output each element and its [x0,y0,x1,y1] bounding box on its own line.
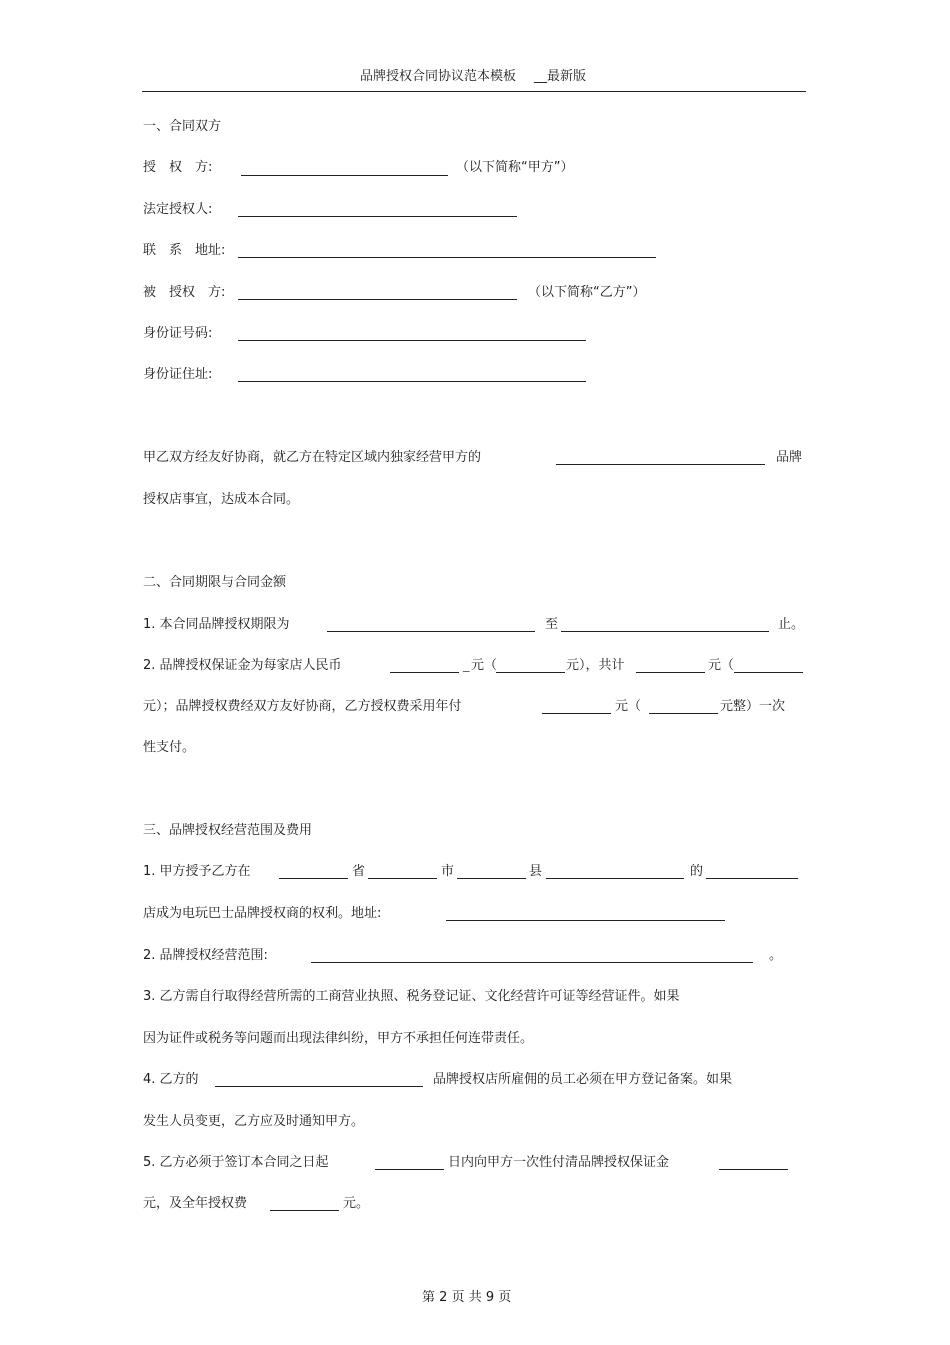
header-title: 品牌授权合同协议范本模板 [360,69,517,84]
page-mid: 页 共 [451,1290,482,1305]
deposit-dash: _ [463,658,470,673]
province-text: 省 [352,864,366,879]
page-header [360,69,586,85]
store-address-blank[interactable] [446,909,725,921]
staff-brand-blank[interactable] [215,1075,423,1087]
section3-heading: 三、品牌授权经营范围及费用 [143,823,313,838]
city-blank[interactable] [368,867,437,879]
intro-line1-end: 品牌 [776,450,803,465]
id-number-blank[interactable] [238,329,586,341]
scope-end: 。 [769,948,783,963]
payment-text: 性支付。 [143,740,196,755]
fee-end-text: 元整）一次 [720,699,786,714]
legal-rep-label: 法定授权人: [143,202,213,217]
total-words-blank[interactable] [734,661,803,673]
page-footer [422,1290,511,1306]
section1-heading: 一、合同双方 [143,119,222,134]
licensor-blank[interactable] [241,164,448,176]
days-blank[interactable] [375,1158,444,1170]
licensor-note: （以下简称“甲方”） [456,160,574,175]
city-text: 市 [441,864,455,879]
section2-heading: 二、合同期限与合同金额 [143,575,287,590]
license-text-1: 3. 乙方需自行取得经营所需的工商营业执照、税务登记证、文化经营许可证等经营证件。如果 [143,989,680,1004]
license-text-2: 因为证件或税务等问题而出现法律纠纷，甲方不承担任何连带责任。 [143,1031,534,1046]
county-blank[interactable] [457,867,526,879]
header-sep: __ [534,69,548,84]
deposit-total-text: 元），共计 [566,658,625,673]
fee-words-blank[interactable] [649,702,718,714]
deposit-yuan: 元（ [471,658,498,673]
licensee-note: （以下简称“乙方”） [528,285,646,300]
licensor-label: 授 权 方: [143,160,213,175]
annual-fee-blank[interactable] [270,1199,339,1211]
location-blank[interactable] [546,867,684,879]
page-suffix: 页 [498,1290,512,1305]
licensee-label: 被 授权 方: [143,285,226,300]
deposit-amount-blank[interactable] [390,661,459,673]
address-label: 联 系 地址: [143,243,226,258]
intro-line2: 授权店事宜，达成本合同。 [143,492,300,507]
brand-blank[interactable] [556,453,765,465]
county-text: 县 [529,864,543,879]
deposit-due-text: 日内向甲方一次性付清品牌授权保证金 [448,1155,670,1170]
fee-text: 元）；品牌授权费经双方友好协商，乙方授权费采用年付 [143,699,462,714]
term-to: 至 [545,617,559,632]
term-start-blank[interactable] [327,620,535,632]
address-blank[interactable] [238,246,656,258]
total-yuan: 元（ [708,658,735,673]
deposit-due-blank[interactable] [719,1158,788,1170]
province-blank[interactable] [279,867,348,879]
id-number-label: 身份证号码: [143,326,213,341]
term-text: 1. 本合同品牌授权期限为 [143,617,290,632]
payment-deadline-text: 5. 乙方必须于签订本合同之日起 [143,1155,329,1170]
licensee-blank[interactable] [238,288,517,300]
page-number: 2 [439,1290,448,1305]
fee-yuan: 元（ [615,699,642,714]
header-version: 最新版 [547,69,587,84]
total-amount-blank[interactable] [636,661,705,673]
intro-line1-text: 甲乙双方经友好协商，就乙方在特定区域内独家经营甲方的 [143,450,482,465]
deposit-words-blank[interactable] [496,661,565,673]
page-prefix: 第 [422,1290,436,1305]
header-rule [142,91,806,92]
term-end-blank[interactable] [561,620,769,632]
store-text: 店成为电玩巴士品牌授权商的权利。地址: [143,906,382,921]
staff-text-3: 发生人员变更，乙方应及时通知甲方。 [143,1114,365,1129]
region-text: 1. 甲方授予乙方在 [143,864,251,879]
deposit-text: 2. 品牌授权保证金为每家店人民币 [143,658,342,673]
scope-blank[interactable] [311,951,753,963]
scope-text: 2. 品牌授权经营范围: [143,948,268,963]
id-address-label: 身份证住址: [143,367,213,382]
store-name-blank[interactable] [706,867,798,879]
legal-rep-blank[interactable] [238,205,517,217]
annual-fee-text: 元，及全年授权费 [143,1196,248,1211]
licensor-row [143,160,212,176]
of-text: 的 [690,864,704,879]
staff-text: 4. 乙方的 [143,1072,199,1087]
annual-fee-end: 元。 [343,1196,370,1211]
fee-amount-blank[interactable] [542,702,611,714]
staff-text-2: 品牌授权店所雇佣的员工必须在甲方登记备案。如果 [433,1072,733,1087]
term-end-text: 止。 [778,617,805,632]
id-address-blank[interactable] [238,370,586,382]
page-total: 9 [485,1290,495,1305]
